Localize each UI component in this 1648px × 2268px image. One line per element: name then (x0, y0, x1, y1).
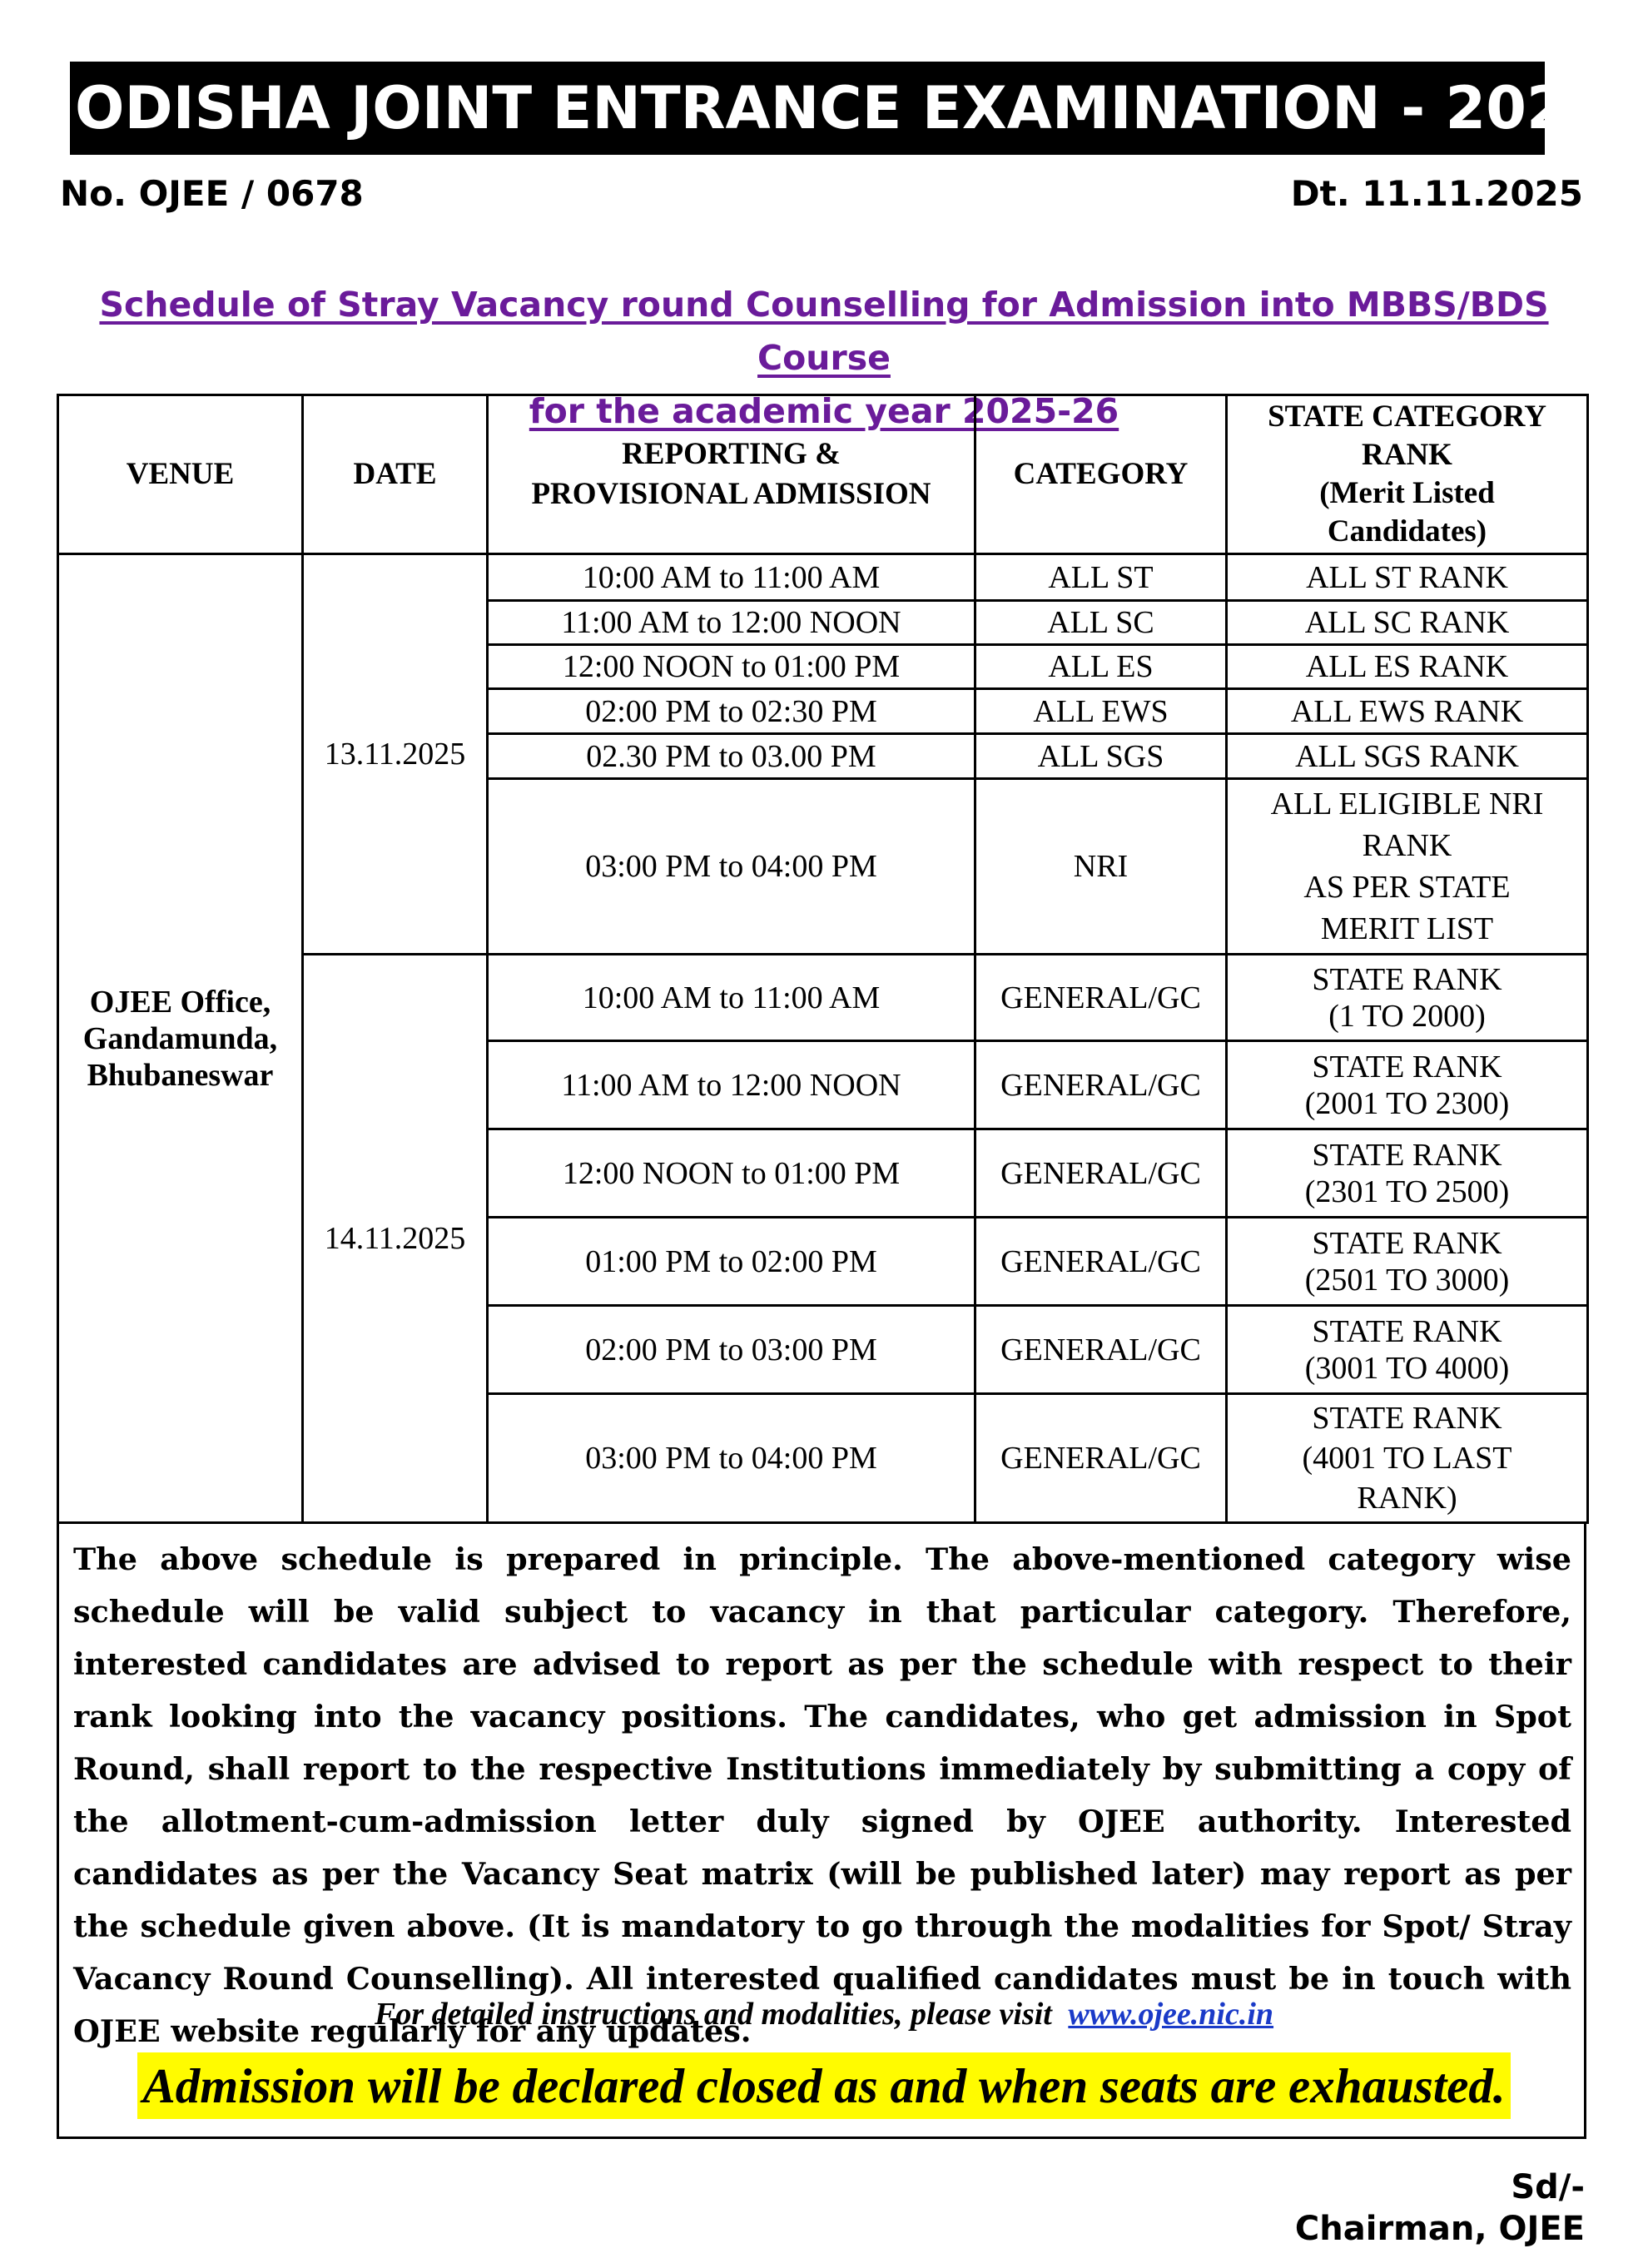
rank-line-1: STATE RANK (1312, 961, 1502, 997)
category-cell: GENERAL/GC (975, 1394, 1227, 1523)
header-date: DATE (303, 395, 488, 554)
rank-cell: ALL EWS RANK (1227, 689, 1588, 734)
time-cell: 12:00 NOON to 01:00 PM (488, 645, 975, 689)
time-cell: 02.30 PM to 03.00 PM (488, 734, 975, 779)
visit-text: For detailed instructions and modalities, please visit (374, 1997, 1052, 2032)
reference-date: Dt. 11.11.2025 (1290, 173, 1583, 214)
rank-cell (1227, 955, 1588, 1041)
rank-cell (1227, 1041, 1588, 1129)
signature-title: Chairman, OJEE (1294, 2210, 1585, 2248)
visit-instructions (0, 1996, 1648, 2032)
rank-cell (1227, 779, 1588, 955)
rank-line-2: (3001 TO 4000) (1304, 1350, 1510, 1386)
venue-line-1: OJEE Office, (89, 984, 271, 1020)
rank-line-2: (2501 TO 3000) (1304, 1262, 1510, 1298)
rank-cell (1227, 1306, 1588, 1394)
rank-cell (1227, 1394, 1588, 1523)
header-reporting-line-2: PROVISIONAL ADMISSION (531, 477, 931, 511)
note-paragraph: The above schedule is prepared in principle. The above-mentioned category wise schedule will be valid subject to vacancy in that particular category. Therefore, interested candidates are advised to report as per the schedule with respect to their rank looking into the vacancy positions. The candidates, who get admission in Spot Round, shall report to the respective Institutions immediately by submitting a copy of the allotment-cum-admission letter duly signed by OJEE authority. Interested candidates as per the Vacancy Seat matrix (will be published later) may report as per the schedule given above. (It is mandatory to go through the modalities for Spot/ Stray Vacancy Round Counselling). All interested qualified candidates must be in touch with OJEE website regularly for any updates. (73, 1541, 1571, 2049)
closing-notice: Admission will be declared closed as and when seats are exhausted. (137, 2052, 1511, 2119)
document-title: ODISHA JOINT ENTRANCE EXAMINATION - 2025 (70, 62, 1545, 155)
rank-line-2: RANK (1362, 828, 1452, 863)
category-cell: ALL EWS (975, 689, 1227, 734)
category-cell: ALL SGS (975, 734, 1227, 779)
time-cell: 02:00 PM to 02:30 PM (488, 689, 975, 734)
rank-cell (1227, 1218, 1588, 1306)
heading-line-2: for the academic year 2025-26 (529, 391, 1119, 431)
rank-line-2: (4001 TO LAST (1302, 1441, 1512, 1476)
rank-line-2: (2301 TO 2500) (1304, 1174, 1510, 1209)
table-header-row (58, 395, 1588, 554)
heading-line-1: Schedule of Stray Vacancy round Counselling for Admission into MBBS/BDS Course (99, 285, 1549, 378)
rank-line-2: (2001 TO 2300) (1304, 1085, 1510, 1121)
header-rank-line-1: STATE CATEGORY (1268, 400, 1546, 434)
category-cell: GENERAL/GC (975, 1129, 1227, 1218)
table-row (58, 554, 1588, 601)
venue-line-3: Bhubaneswar (87, 1057, 274, 1093)
rank-line-1: STATE RANK (1312, 1401, 1502, 1436)
header-reporting-line-1: REPORTING & (622, 437, 841, 471)
time-cell: 11:00 AM to 12:00 NOON (488, 1041, 975, 1129)
header-reporting (488, 395, 975, 554)
category-cell: ALL SC (975, 601, 1227, 645)
header-category: CATEGORY (975, 395, 1227, 554)
header-rank-line-3: (Merit Listed (1319, 476, 1495, 510)
rank-line-1: STATE RANK (1312, 1049, 1502, 1084)
header-rank-line-2: RANK (1362, 438, 1452, 472)
rank-line-4: MERIT LIST (1320, 911, 1494, 946)
reference-number: No. OJEE / 0678 (60, 173, 364, 214)
header-rank-line-4: Candidates) (1327, 514, 1487, 548)
time-cell: 10:00 AM to 11:00 AM (488, 554, 975, 601)
rank-cell: ALL SGS RANK (1227, 734, 1588, 779)
venue-line-2: Gandamunda, (82, 1020, 278, 1056)
rank-line-1: STATE RANK (1312, 1225, 1502, 1261)
time-cell: 02:00 PM to 03:00 PM (488, 1306, 975, 1394)
rank-cell (1227, 1129, 1588, 1218)
category-cell: NRI (975, 779, 1227, 955)
category-cell: GENERAL/GC (975, 1306, 1227, 1394)
schedule-table (57, 394, 1589, 1524)
venue-cell (58, 554, 303, 1523)
rank-line-1: STATE RANK (1312, 1313, 1502, 1349)
signature-sd: Sd/- (1511, 2168, 1585, 2206)
rank-line-1: STATE RANK (1312, 1137, 1502, 1173)
rank-line-3: RANK) (1357, 1481, 1457, 1516)
date-cell-2: 14.11.2025 (303, 955, 488, 1523)
date-cell-1: 13.11.2025 (303, 554, 488, 955)
category-cell: ALL ES (975, 645, 1227, 689)
rank-line-2: (1 TO 2000) (1328, 998, 1486, 1034)
time-cell: 03:00 PM to 04:00 PM (488, 779, 975, 955)
time-cell: 10:00 AM to 11:00 AM (488, 955, 975, 1041)
time-cell: 01:00 PM to 02:00 PM (488, 1218, 975, 1306)
time-cell: 11:00 AM to 12:00 NOON (488, 601, 975, 645)
time-cell: 12:00 NOON to 01:00 PM (488, 1129, 975, 1218)
category-cell: GENERAL/GC (975, 955, 1227, 1041)
ojee-website-link[interactable]: www.ojee.nic.in (1068, 1997, 1274, 2032)
time-cell: 03:00 PM to 04:00 PM (488, 1394, 975, 1523)
rank-line-1: ALL ELIGIBLE NRI (1270, 787, 1544, 821)
category-cell: ALL ST (975, 554, 1227, 601)
header-rank (1227, 395, 1588, 554)
rank-cell: ALL ST RANK (1227, 554, 1588, 601)
category-cell: GENERAL/GC (975, 1041, 1227, 1129)
category-cell: GENERAL/GC (975, 1218, 1227, 1306)
rank-cell: ALL ES RANK (1227, 645, 1588, 689)
rank-line-3: AS PER STATE (1303, 870, 1511, 905)
header-venue: VENUE (58, 395, 303, 554)
rank-cell: ALL SC RANK (1227, 601, 1588, 645)
